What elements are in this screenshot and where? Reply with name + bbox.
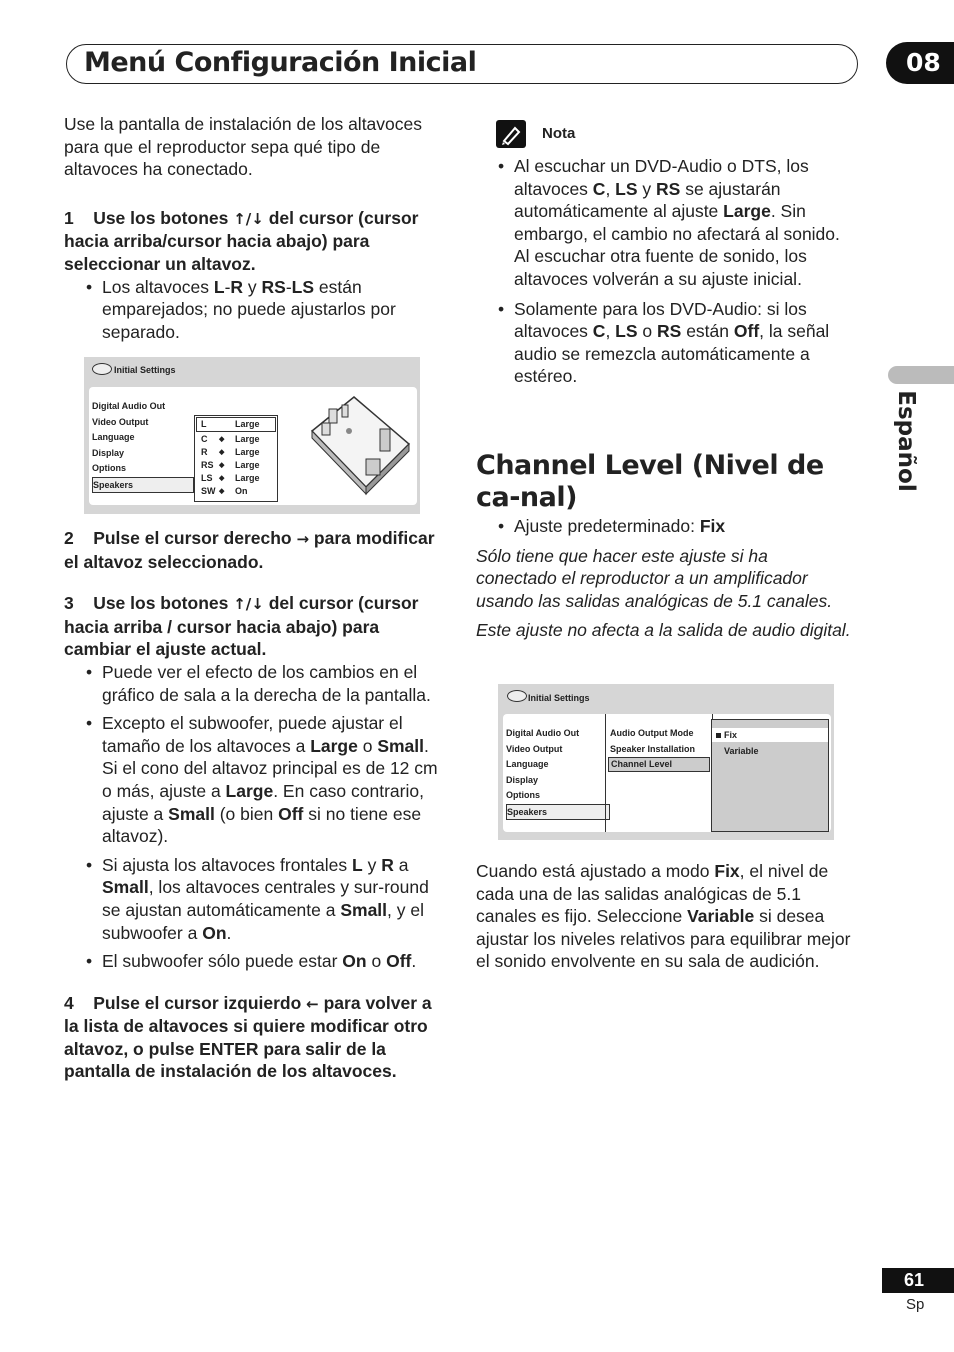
up-down-arrow-icon: ◆ [219,488,225,495]
text: Off [386,951,412,972]
menu-item-selected[interactable]: Speakers [506,804,610,820]
step-number: 2 [64,528,74,548]
speaker-channel: RS [201,460,214,470]
settings-menu [92,399,192,493]
option-fix[interactable] [716,727,759,743]
notes [476,155,846,388]
text: Off [278,803,304,824]
text: . Sin embargo, el cambio no afectará al sonido. Al escuchar otra fuente de sonido, los altavoces volverán a su ajuste inicial. [514,201,840,289]
menu-item[interactable]: Language [506,759,549,769]
text: RS [656,178,681,199]
speaker-channel: R [201,447,208,457]
speaker-row[interactable] [197,433,275,446]
submenu-item[interactable]: Audio Output Mode [610,728,694,738]
menu-item[interactable]: Options [506,790,540,800]
up-down-arrow-icon: ↑/↓ [233,209,264,228]
menu-item[interactable]: Video Output [92,416,149,427]
text: y [243,276,262,297]
step-2 [64,527,444,573]
text: , y el subwoofer a [102,899,425,943]
disc-icon [507,690,527,702]
left-arrow-icon: ← [306,994,319,1013]
right-arrow-icon: → [296,530,310,548]
text: , [605,321,616,342]
text: C [592,178,606,199]
text: , la señal audio se remezcla automáticamente a estéreo. [514,321,830,387]
step-number: 3 [64,593,74,614]
option-variable[interactable]: Variable [724,746,759,756]
note-pencil-icon [496,120,526,148]
text: a [393,854,409,875]
language-tab-bar [888,366,954,384]
speaker-size-value: Large [235,460,260,470]
text: y [637,178,657,199]
speaker-row[interactable] [197,446,275,459]
text: LS [615,321,638,342]
text: Excepto el subwoofer, puede ajustar el tamaño de los altavoces a [102,713,403,756]
text: o [357,735,378,756]
speaker-row[interactable] [197,459,275,472]
language-code: Sp [906,1296,925,1313]
text: y [362,854,382,875]
step-3-bullet-3 [64,854,444,944]
room-diagram [304,389,414,501]
text: Ajuste predeterminado: [514,516,700,536]
text: Si ajusta los altavoces frontales [102,854,352,875]
up-down-arrow-icon: ◆ [219,436,225,443]
speaker-settings-screen [84,357,420,514]
italic-note-2: Este ajuste no afecta a la salida de audio digital. [476,620,851,641]
channel-level-screen [498,684,834,840]
text: . [411,951,417,972]
text: RS [261,276,286,297]
submenu-panel [605,714,713,832]
speaker-row[interactable] [197,472,275,485]
screen-title: Initial Settings [528,693,590,703]
menu-item-selected[interactable]: Speakers [92,477,194,493]
final-paragraph [476,860,856,973]
step-3 [64,592,444,661]
step-1-bullet [64,276,444,344]
bullet-icon [716,733,721,738]
text: L [352,854,363,875]
text: están emparejados; no puede ajustarlos por separado. [102,276,396,342]
speaker-size-value: Large [235,434,260,444]
text: Large [225,780,274,801]
step-text: Use los botones [93,207,234,228]
speaker-channel: LS [201,473,213,483]
speaker-channel: SW [201,486,216,496]
language-tab [884,390,928,508]
text: o [366,951,387,972]
fix-description [476,860,856,973]
left-column [64,113,444,343]
text: R [230,276,244,297]
text: . [226,922,232,943]
text: Large [310,735,358,756]
menu-item[interactable]: Language [92,432,135,442]
options-panel [711,719,829,832]
submenu-item-selected[interactable]: Channel Level [608,757,710,772]
text: , el nivel de cada una de las salidas analógicas de 5.1 canales es fijo. Seleccione [476,861,829,927]
options-list [716,727,759,759]
text: On [342,951,367,972]
text: C [592,321,606,342]
text: RS [657,321,682,342]
step-text: Pulse el cursor izquierdo [93,992,307,1013]
text: Small [377,735,425,756]
text: Small [168,803,215,824]
left-column-lower [64,527,444,1083]
default-setting [476,515,851,538]
step-3-bullet-4 [64,950,444,973]
step-number: 1 [64,207,74,228]
page-number: 61 [882,1268,954,1293]
text: LS [291,276,315,297]
text: Los altavoces [102,276,214,297]
text: Fix [699,516,726,536]
step-text: del cursor (cursor hacia arriba/cursor hacia abajo) para seleccionar un altavoz. [64,207,419,274]
speaker-size-value: Large [235,473,260,483]
text: On [202,922,227,943]
text: R [381,854,394,875]
text: El subwoofer sólo puede estar [102,951,343,972]
speaker-size-value: Large [235,447,260,457]
up-down-arrow-icon: ◆ [219,449,225,456]
text: Small [340,899,388,920]
channel-level-text [476,515,851,642]
text: si no tiene ese altavoz). [102,803,422,847]
menu-item[interactable]: Digital Audio Out [92,401,166,411]
page-title: Menú Configuración Inicial [84,47,477,78]
section-heading: Channel Level (Nivel de ca-nal) [476,450,824,513]
speaker-channel: C [201,434,208,444]
text: Large [723,201,771,222]
text: - [285,276,292,297]
text: Solamente para los DVD-Audio: si los altavoces [514,298,807,342]
text: Off [733,321,760,342]
text: o [637,321,658,342]
submenu-item[interactable]: Speaker Installation [610,743,696,754]
up-down-arrow-icon: ◆ [219,462,225,469]
intro-paragraph: Use la pantalla de instalación de los altavoces para que el reproductor sepa qué tipo de altavoces ha conectado. [64,114,422,180]
up-down-arrow-icon: ◆ [219,475,225,482]
text: Al escuchar un DVD-Audio o DTS, los altavoces [514,156,809,199]
text: Variable [687,906,755,927]
step-text: del cursor (cursor hacia arriba / cursor hacia abajo) para cambiar el ajuste actual. [64,593,419,660]
speaker-channel: L [201,419,207,429]
text: , [605,178,616,199]
step-text: Pulse el cursor derecho [93,528,297,548]
step-3-bullet-1: • Puede ver el efecto de los cambios en el gráfico de sala a la derecha de la pantalla. [64,661,444,706]
submenu [610,726,710,772]
language-label: Español [893,390,919,492]
step-text: para volver a la lista de altavoces si quiere modificar otro altavoz, o pulse ENTER para salir de la pantalla de instalación de los altavoces. [64,992,432,1082]
text: Fix [714,861,740,881]
step-4 [64,992,444,1083]
menu-item[interactable]: Display [506,774,539,785]
italic-note-1: Sólo tiene que hacer este ajuste si ha conectado el reproductor a un amplificador usando las salidas analógicas de 5.1 canales. [476,545,833,611]
step-text: Use los botones [93,593,234,614]
text: Small [102,877,149,898]
menu-item[interactable]: Video Output [506,743,563,754]
note-bullet-1 [476,155,846,291]
text: , los altavoces centrales y sur-round se ajustan automáticamente a [102,877,429,920]
step-1 [64,207,444,276]
speaker-size-value: Large [235,419,260,429]
menu-item[interactable]: Digital Audio Out [506,728,580,738]
note-bullet-2 [476,298,846,388]
text: Cuando está ajustado a modo [476,861,715,881]
step-3-bullet-2 [64,712,444,848]
text: . En caso contrario, ajuste a [102,780,424,824]
speaker-row[interactable] [196,417,276,432]
text: . Si el cono del altavoz principal es de 12 cm o más, ajuste a [102,735,438,801]
text: L [213,276,225,297]
text: - [224,276,231,297]
step-number: 4 [64,992,74,1013]
speaker-rows [195,417,277,498]
text: si desea ajustar los niveles relativos para equilibrar mejor el sonido envolvente en su sala de audición. [476,906,851,972]
text: se ajustarán automáticamente al ajuste [514,178,781,222]
settings-menu [506,726,606,820]
text: (o bien [214,803,279,824]
speaker-size-value: On [235,486,248,496]
option-label: Fix [724,730,738,740]
disc-icon [92,363,112,375]
text: LS [615,178,638,199]
step-text: para modificar el altavoz seleccionado. [64,528,435,572]
menu-item[interactable]: Options [92,463,126,473]
speaker-list [194,415,278,502]
screen-title: Initial Settings [114,365,176,375]
note-label: Nota [542,125,576,142]
text: están [681,321,734,342]
chapter-badge: 08 [886,42,954,84]
menu-item[interactable]: Display [92,447,125,458]
speaker-row[interactable] [197,485,275,498]
up-down-arrow-icon: ↑/↓ [233,595,264,614]
